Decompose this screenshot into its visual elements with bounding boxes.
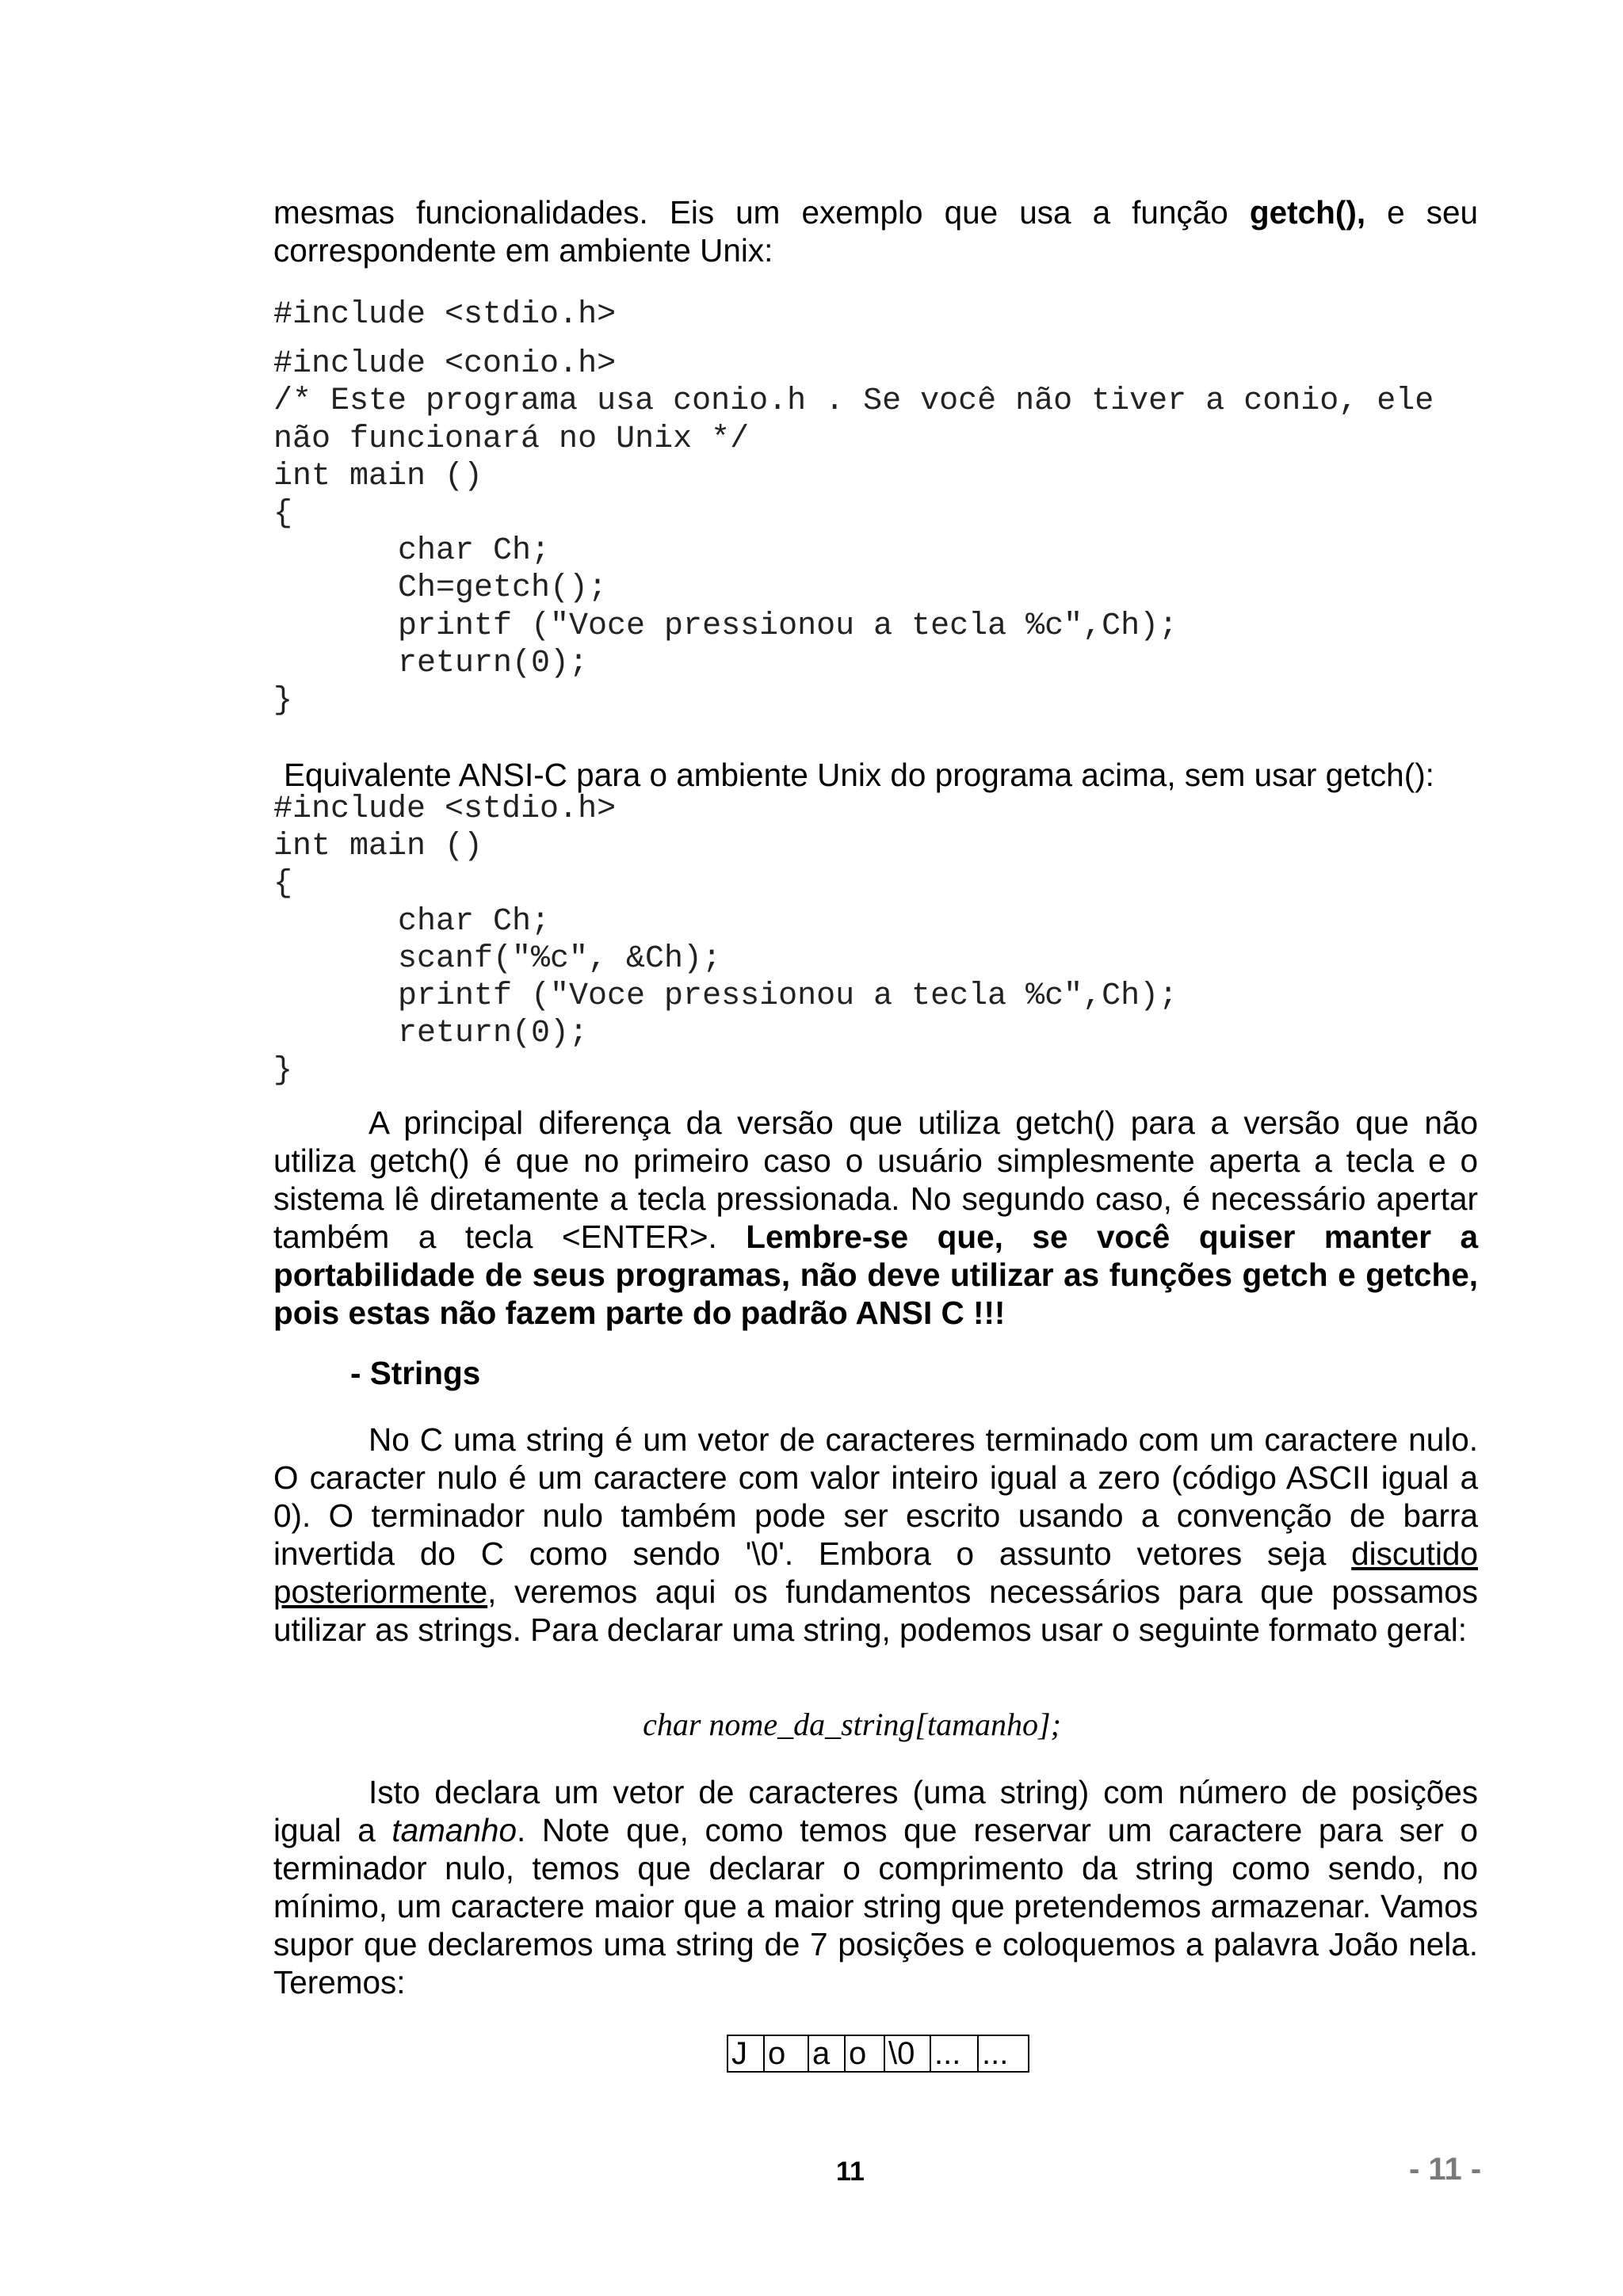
string-cell: a <box>808 2035 845 2072</box>
code-line: /* Este programa usa conio.h . Se você não tiver a conio, ele <box>273 383 1434 420</box>
intro-text-end: e seu correspondente em ambiente Unix: <box>273 194 1479 269</box>
page-number-center: 11 <box>836 2157 865 2187</box>
code-listing-getch <box>273 296 1478 719</box>
string-cells-table <box>727 2035 1029 2073</box>
string-cell: o <box>764 2035 808 2072</box>
section-heading-strings: - Strings <box>350 1355 481 1391</box>
code-line: int main () <box>273 829 483 865</box>
declaration-paragraph <box>273 1773 1478 2001</box>
intro-bold-function: getch(), <box>1249 194 1366 231</box>
code-line: #include <stdio.h> <box>273 297 617 333</box>
string-cells-row <box>727 2035 1029 2072</box>
code-line: char Ch; <box>398 903 551 940</box>
code-line: não funcionará no Unix */ <box>273 421 750 457</box>
difference-paragraph <box>273 1104 1478 1332</box>
code-line: char Ch; <box>398 533 551 570</box>
code-line: printf ("Voce pressionou a tecla %c",Ch); <box>398 608 1178 644</box>
code-line: Ch=getch(); <box>398 570 608 607</box>
string-cell: ... <box>930 2035 978 2072</box>
equivalent-caption: Equivalente ANSI-C para o ambiente Unix do programa acima, sem usar getch(): <box>284 757 1434 793</box>
string-cell: J <box>727 2035 764 2072</box>
intro-paragraph <box>273 193 1478 269</box>
code-line: #include <conio.h> <box>273 346 617 383</box>
code-line: return(0); <box>398 1016 589 1052</box>
code-line: scanf("%c", &Ch); <box>398 940 722 977</box>
string-cell: o <box>845 2035 884 2072</box>
intro-text: mesmas funcionalidades. Eis um exemplo que usa a função <box>273 194 1250 231</box>
code-line: { <box>273 866 293 902</box>
declaration-text-end: . Note que, como temos que reservar um caractere para ser o terminador nulo, temos que declarar o comprimento da string como sendo, no mínimo, um caractere maior que a maior string que pretendemos armazenar. Vamos supor que declaremos uma string de 7 posições e coloquemos a palavra João nela. Teremos: <box>273 1812 1478 2000</box>
difference-text: A principal diferença da versão que utiliza getch() para a versão que não utiliza getch() é que no primeiro caso o usuário simplesmente aperta a tecla e o sistema lê diretamente a tecla pressionada. No segundo caso, é necessário apertar também a tecla <ENTER>. <box>273 1104 1478 1255</box>
code-line: return(0); <box>398 645 589 681</box>
strings-paragraph <box>273 1421 1478 1649</box>
strings-text-end: , veremos aqui os fundamentos necessários para que possamos utilizar as strings. Para declarar uma string, podemos usar o seguinte formato geral: <box>273 1573 1478 1648</box>
declaration-text: Isto declara um vetor de caracteres (uma string) com número de posições igual a <box>273 1774 1478 1848</box>
code-listing-scanf <box>273 791 1478 1090</box>
underlined-reference: discutido posteriormente <box>273 1535 1478 1610</box>
page-number-right: - 11 - <box>1409 2152 1482 2187</box>
code-line: } <box>273 1053 293 1089</box>
code-line: printf ("Voce pressionou a tecla %c",Ch); <box>398 978 1178 1015</box>
strings-text: No C uma string é um vetor de caracteres terminado com um caractere nulo. O caracter nulo é um caractere com valor inteiro igual a zero (código ASCII igual a 0). O terminador nulo também pode ser escrito usando a convenção de barra invertida do C como sendo '\0'. Embora o assunto vetores seja <box>273 1421 1478 1572</box>
portability-warning: Lembre-se que, se você quiser manter a portabilidade de seus programas, não deve utilizar as funções getch e getche, pois estas não fazem parte do padrão ANSI C !!! <box>273 1219 1478 1331</box>
code-line: int main () <box>273 458 483 494</box>
declaration-format: char nome_da_string[tamanho]; <box>643 1707 1061 1742</box>
string-cell: ... <box>978 2035 1029 2072</box>
code-line: { <box>273 496 293 532</box>
string-cell: \0 <box>884 2035 930 2072</box>
code-line: #include <stdio.h> <box>273 791 617 827</box>
italic-term: tamanho <box>391 1812 517 1848</box>
code-line: } <box>273 683 293 719</box>
